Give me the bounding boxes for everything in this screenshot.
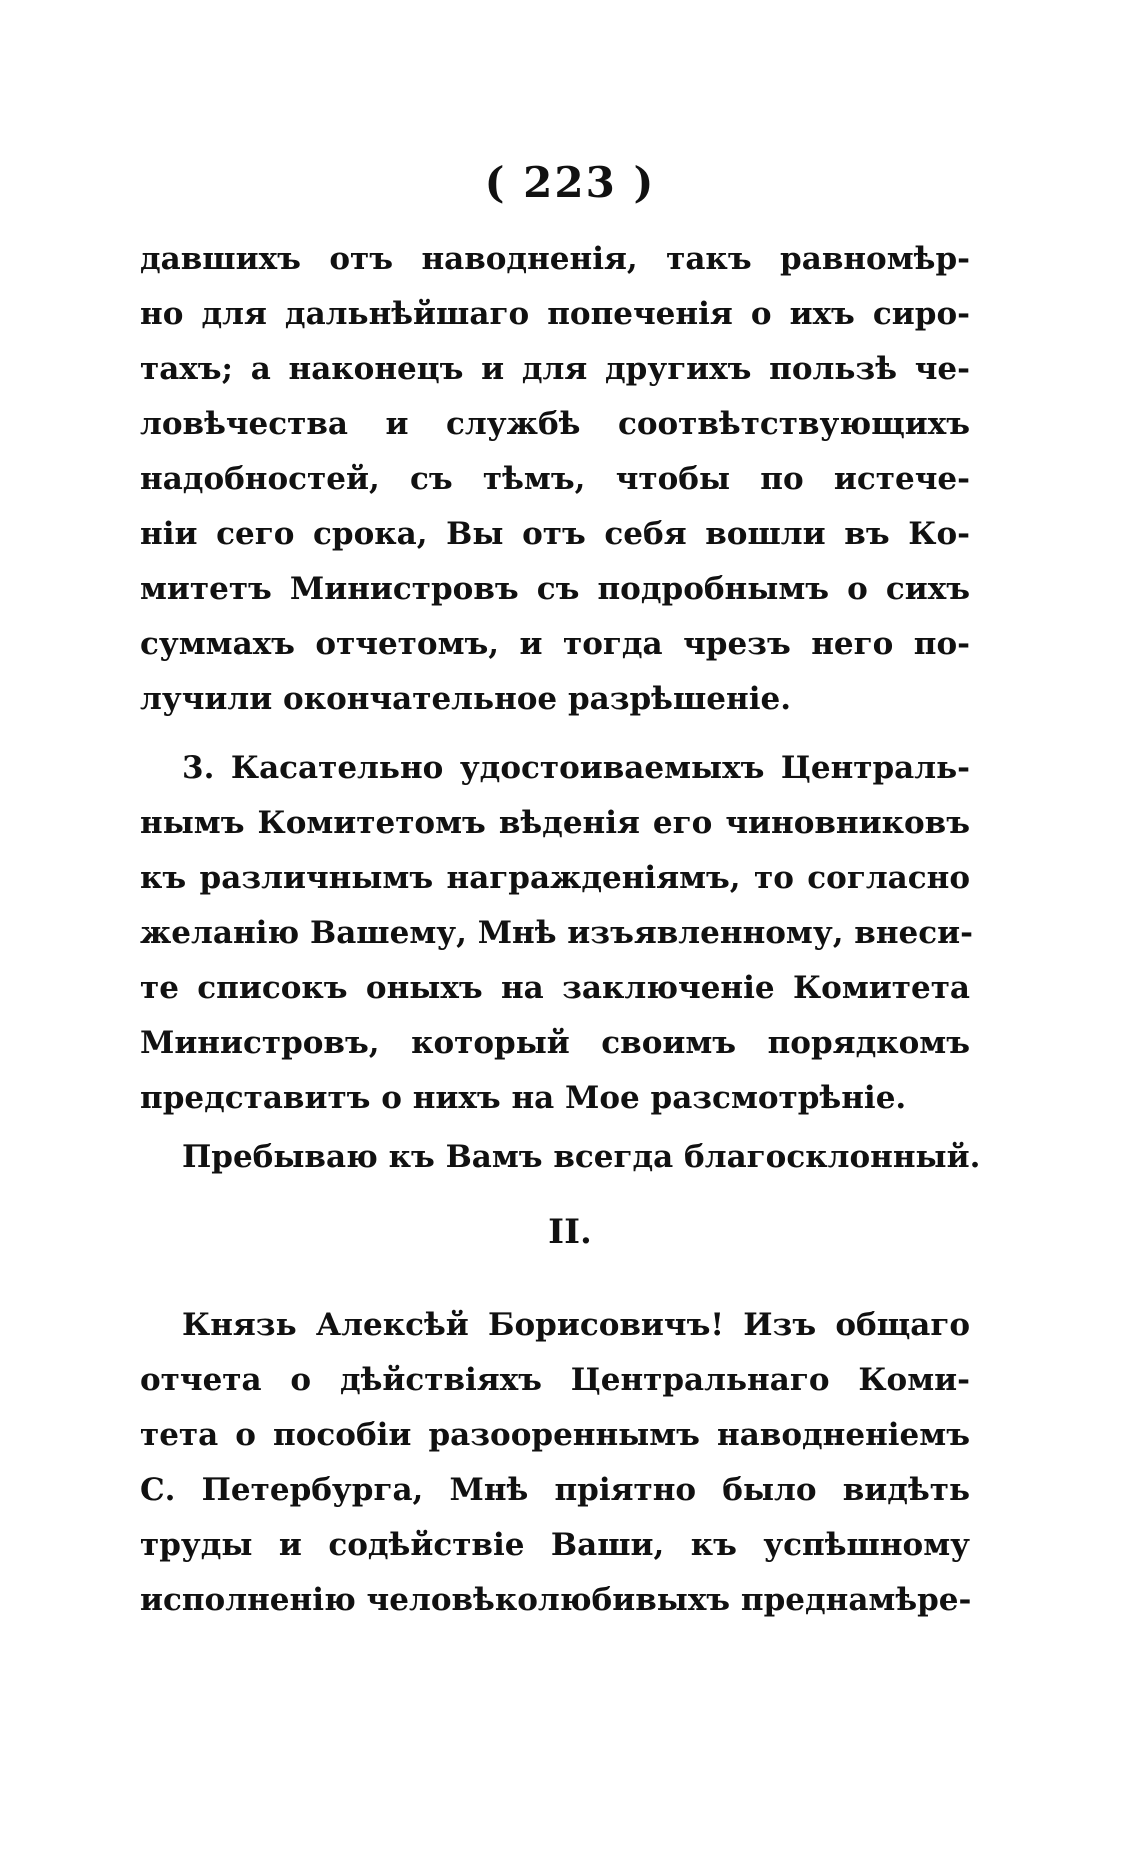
text-line: надобностей, съ тѣмъ, чтобы по истече-: [140, 461, 970, 497]
text-line: ловѣчества и службѣ соотвѣтствующихъ: [140, 406, 970, 442]
section-number: II.: [548, 1212, 592, 1252]
text-line: Князь Алексѣй Борисовичъ! Изъ общаго: [182, 1307, 970, 1343]
text-line: митетъ Министровъ съ подробнымъ о сихъ: [140, 571, 970, 607]
page-number: ( 223 ): [484, 158, 656, 207]
text-line: С. Петербурга, Мнѣ пріятно было видѣть: [140, 1472, 970, 1508]
text-line: давшихъ отъ наводненія, такъ равномѣр-: [140, 241, 970, 277]
text-line: суммахъ отчетомъ, и тогда чрезъ него по-: [140, 626, 970, 662]
text-line: тета о пособіи разоореннымъ наводненіемъ: [140, 1417, 970, 1453]
text-line: лучили окончательное разрѣшеніе.: [140, 681, 791, 717]
text-line: отчета о дѣйствіяхъ Центральнаго Коми-: [140, 1362, 970, 1398]
text-line: ніи сего срока, Вы отъ себя вошли въ Ко-: [140, 516, 970, 552]
text-line: исполненію человѣколюбивыхъ преднамѣре-: [140, 1582, 972, 1618]
text-line: желанію Вашему, Мнѣ изъявленному, внеси-: [140, 915, 973, 951]
text-line: нымъ Комитетомъ вѣденія его чиновниковъ: [140, 805, 970, 841]
text-line: тахъ; а наконецъ и для другихъ пользѣ че-: [140, 351, 970, 387]
text-line: но для дальнѣйшаго попеченія о ихъ сиро-: [140, 296, 970, 332]
text-line: те списокъ оныхъ на заключеніе Комитета: [140, 970, 970, 1006]
text-line: Министровъ, который своимъ порядкомъ: [140, 1025, 970, 1061]
text-line: къ различнымъ награжденіямъ, то согласно: [140, 860, 970, 896]
signoff-line: Пребываю къ Вамъ всегда благосклонный.: [182, 1139, 981, 1175]
text-line: труды и содѣйствіе Ваши, къ успѣшному: [140, 1527, 970, 1563]
text-line: 3. Касательно удостоиваемыхъ Централь-: [182, 750, 970, 786]
text-line: представитъ о нихъ на Мое разсмотрѣніе.: [140, 1080, 907, 1116]
